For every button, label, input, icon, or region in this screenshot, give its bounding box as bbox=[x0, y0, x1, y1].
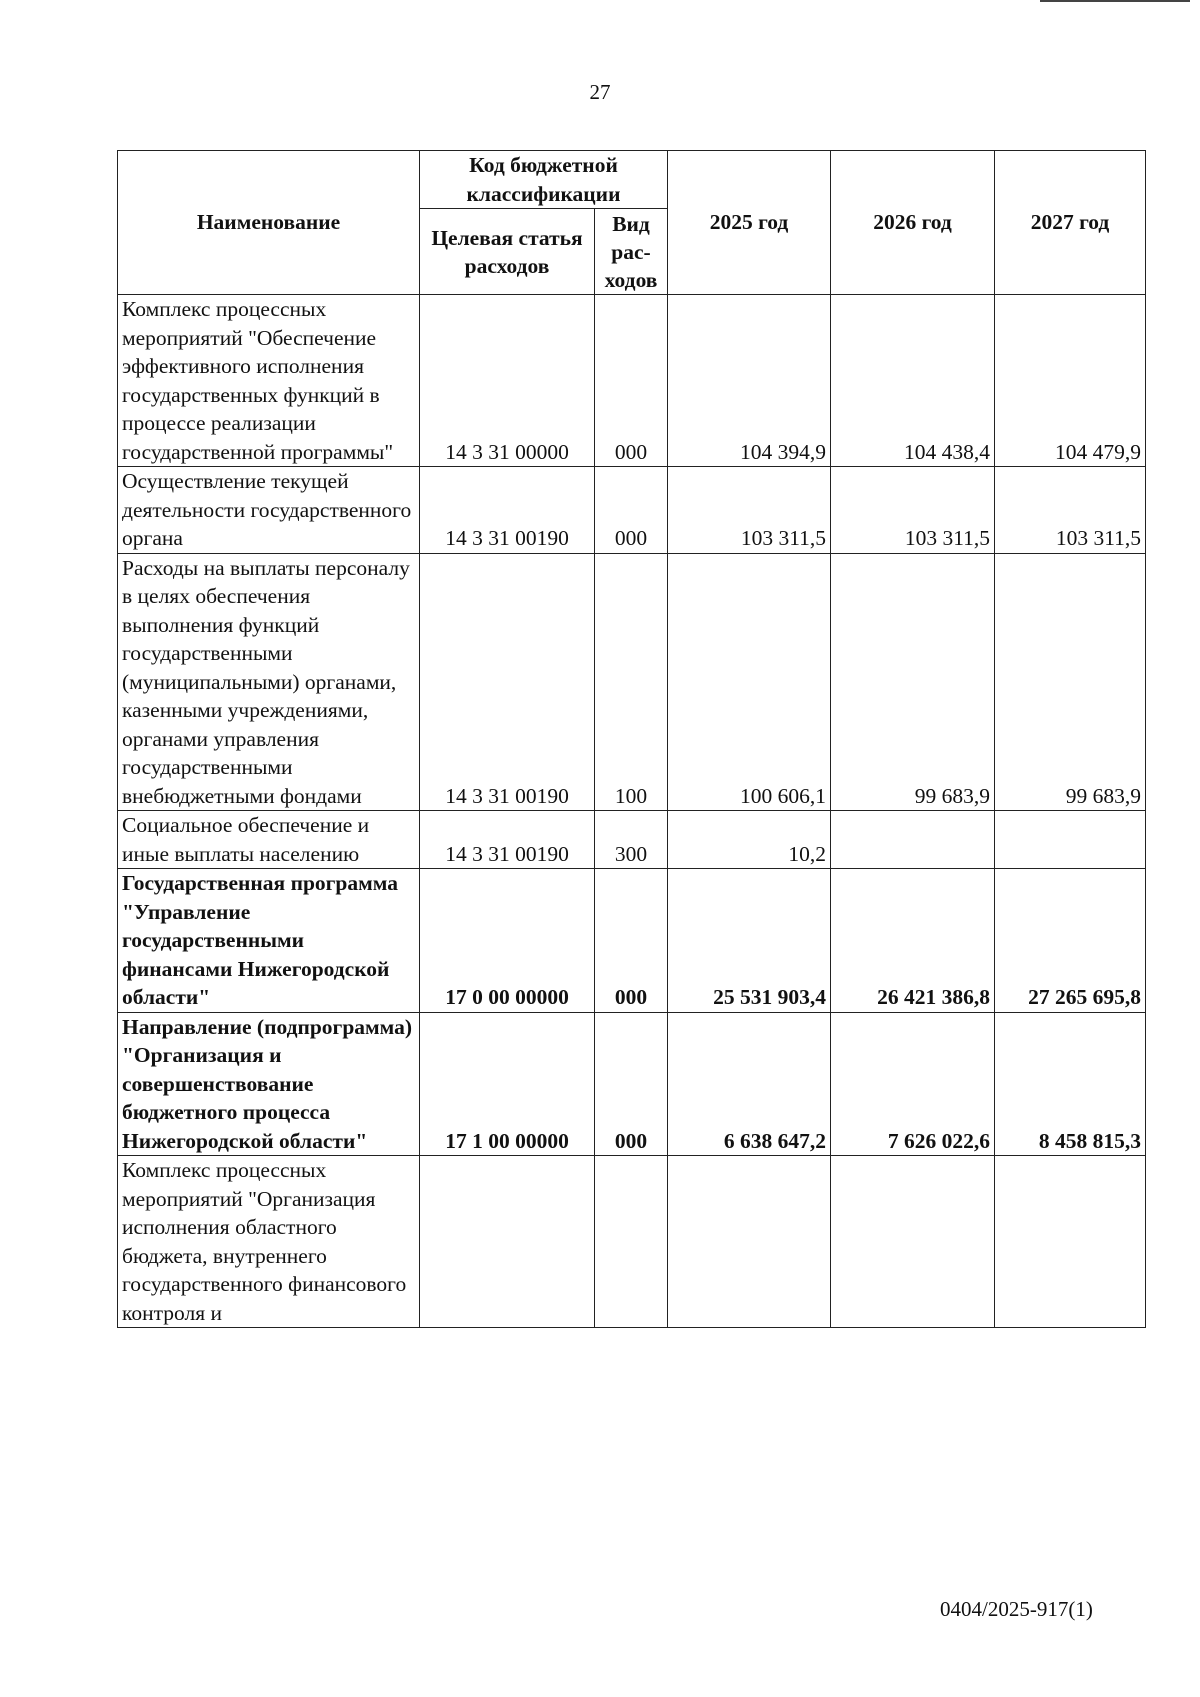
row-2027-cell bbox=[995, 1156, 1146, 1328]
row-2026-cell bbox=[831, 811, 995, 869]
header-target-article: Целевая статья расходов bbox=[420, 209, 595, 295]
header-2026: 2026 год bbox=[831, 151, 995, 295]
row-2025-cell: 103 311,5 bbox=[668, 467, 831, 554]
row-code-cell: 17 1 00 00000 bbox=[420, 1012, 595, 1156]
header-expense-type: Вид рас-ходов bbox=[595, 209, 668, 295]
row-code-cell: 14 3 31 00000 bbox=[420, 295, 595, 467]
table-body bbox=[118, 295, 1146, 1328]
row-name-cell: Осуществление текущей деятельности государственного органа bbox=[118, 467, 420, 554]
row-2027-cell: 104 479,9 bbox=[995, 295, 1146, 467]
row-2025-cell: 10,2 bbox=[668, 811, 831, 869]
table-row bbox=[118, 467, 1146, 554]
top-edge-line bbox=[1040, 0, 1190, 2]
table-row bbox=[118, 553, 1146, 811]
row-2027-cell: 27 265 695,8 bbox=[995, 869, 1146, 1013]
row-name-cell: Социальное обеспечение и иные выплаты населению bbox=[118, 811, 420, 869]
table-row bbox=[118, 811, 1146, 869]
row-2027-cell: 103 311,5 bbox=[995, 467, 1146, 554]
row-2026-cell: 26 421 386,8 bbox=[831, 869, 995, 1013]
row-code-cell: 14 3 31 00190 bbox=[420, 553, 595, 811]
row-2026-cell: 7 626 022,6 bbox=[831, 1012, 995, 1156]
row-code-cell: 17 0 00 00000 bbox=[420, 869, 595, 1013]
row-2026-cell: 104 438,4 bbox=[831, 295, 995, 467]
row-name-cell: Комплекс процессных мероприятий "Организация исполнения областного бюджета, внутреннего государственного финансового контроля и bbox=[118, 1156, 420, 1328]
row-2025-cell bbox=[668, 1156, 831, 1328]
row-code-cell bbox=[420, 1156, 595, 1328]
row-2027-cell: 99 683,9 bbox=[995, 553, 1146, 811]
row-expense-type-cell: 000 bbox=[595, 1012, 668, 1156]
row-name-cell: Комплекс процессных мероприятий "Обеспечение эффективного исполнения государственных функций в процессе реализации государственной программы" bbox=[118, 295, 420, 467]
table-row bbox=[118, 295, 1146, 467]
row-name-cell: Направление (подпрограмма) "Организация и совершенствование бюджетного процесса Нижегородской области" bbox=[118, 1012, 420, 1156]
row-expense-type-cell: 000 bbox=[595, 869, 668, 1013]
row-expense-type-cell: 300 bbox=[595, 811, 668, 869]
row-expense-type-cell: 100 bbox=[595, 553, 668, 811]
row-2025-cell: 100 606,1 bbox=[668, 553, 831, 811]
row-expense-type-cell: 000 bbox=[595, 295, 668, 467]
table-row bbox=[118, 1012, 1146, 1156]
table-row bbox=[118, 1156, 1146, 1328]
row-code-cell: 14 3 31 00190 bbox=[420, 811, 595, 869]
row-expense-type-cell: 000 bbox=[595, 467, 668, 554]
budget-table bbox=[117, 150, 1146, 1328]
header-2025: 2025 год bbox=[668, 151, 831, 295]
table-row bbox=[118, 869, 1146, 1013]
row-2025-cell: 25 531 903,4 bbox=[668, 869, 831, 1013]
row-2025-cell: 6 638 647,2 bbox=[668, 1012, 831, 1156]
row-name-cell: Расходы на выплаты персоналу в целях обеспечения выполнения функций государственными (муниципальными) органами, казенными учреждениями, органами управления государственными внебюджетными фондами bbox=[118, 553, 420, 811]
row-2025-cell: 104 394,9 bbox=[668, 295, 831, 467]
document-id: 0404/2025-917(1) bbox=[940, 1597, 1093, 1621]
row-expense-type-cell bbox=[595, 1156, 668, 1328]
row-code-cell: 14 3 31 00190 bbox=[420, 467, 595, 554]
row-name-cell: Государственная программа "Управление государственными финансами Нижегородской области" bbox=[118, 869, 420, 1013]
row-2026-cell: 103 311,5 bbox=[831, 467, 995, 554]
row-2027-cell bbox=[995, 811, 1146, 869]
header-name: Наименование bbox=[118, 151, 420, 295]
row-2026-cell bbox=[831, 1156, 995, 1328]
header-2027: 2027 год bbox=[995, 151, 1146, 295]
page-number: 27 bbox=[589, 80, 611, 104]
row-2026-cell: 99 683,9 bbox=[831, 553, 995, 811]
header-code-group: Код бюджетной классификации bbox=[420, 151, 668, 209]
row-2027-cell: 8 458 815,3 bbox=[995, 1012, 1146, 1156]
